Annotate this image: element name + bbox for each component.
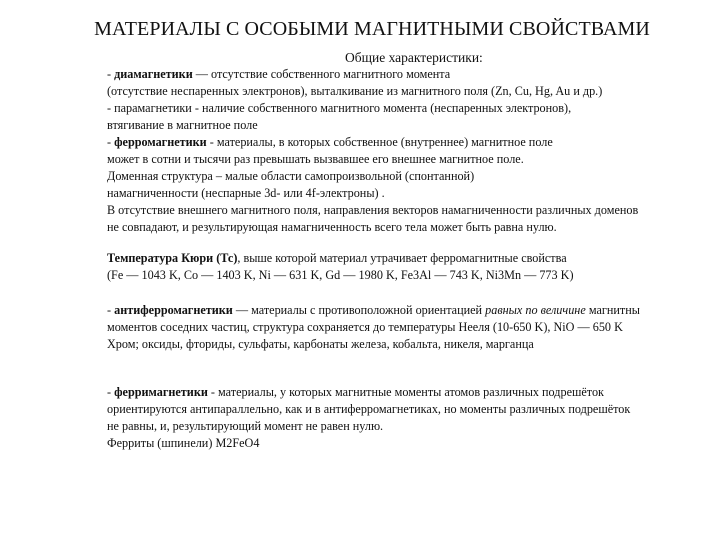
dia-line-1 xyxy=(107,66,450,83)
antiferro-line-1 xyxy=(107,302,640,319)
ferro-line-2: может в сотни и тысячи раз превышать вызвавшее его внешнее магнитное поле. xyxy=(107,152,524,166)
antiferro-line-2: моментов соседних частиц, структура сохраняется до температуры Нееля (10-650 K), NiO — 650 K xyxy=(107,320,623,334)
antiferro-prefix: - xyxy=(107,303,115,317)
slide-title: МАТЕРИАЛЫ С ОСОБЫМИ МАГНИТНЫМИ СВОЙСТВАМИ xyxy=(94,18,650,40)
ferri-line-2: ориентируются антипараллельно, как и в антиферромагнетиках, но моменты различных подрешёток xyxy=(107,402,631,416)
ferro-line-6: не совпадают, и результирующая намагниченность всего тела может быть равна нулю. xyxy=(107,220,557,234)
ferri-line-1-rest: - материалы, у которых магнитные моменты атомов различных подрешёток xyxy=(207,385,604,399)
antiferro-line-1-mid: — материалы с противоположной ориентацией xyxy=(232,303,486,317)
curie-line-2: (Fe — 1043 K, Co — 1403 K, Ni — 631 K, Gd — 1980 K, Fe3Al — 743 K, Ni3Mn — 773 K) xyxy=(107,268,574,282)
antiferro-line-3: Хром; оксиды, фториды, сульфаты, карбонаты железа, кобальта, никеля, марганца xyxy=(107,337,534,351)
dia-line-1-rest: — отсутствие собственного магнитного момента xyxy=(192,67,451,81)
ferro-line-5: В отсутствие внешнего магнитного поля, направления векторов намагниченности различных доменов xyxy=(107,203,639,217)
para-line-2: втягивание в магнитное поле xyxy=(107,118,258,132)
ferro-term: ферромагнетики xyxy=(114,135,207,149)
dia-prefix: - xyxy=(107,67,115,81)
ferri-line-3: не равны, и, результирующий момент не равен нулю. xyxy=(107,419,384,433)
slide-subtitle: Общие характеристики: xyxy=(345,50,483,65)
antiferro-term: антиферромагнетики xyxy=(114,303,233,317)
ferri-line-1 xyxy=(107,384,604,401)
para-line-1: - парамагнетики - наличие собственного магнитного момента (неспаренных электронов), xyxy=(107,101,572,115)
ferri-line-4: Ферриты (шпинели) M2FeO4 xyxy=(107,436,260,450)
ferro-line-4: намагниченности (неспарные 3d- или 4f-электроны) . xyxy=(107,186,385,200)
antiferro-italic-phrase: равных по величине xyxy=(485,303,586,317)
ferro-line-1 xyxy=(107,134,553,151)
antiferro-line-1-end: магнитны xyxy=(585,303,640,317)
curie-line-1-rest: , выше которой материал утрачивает ферромагнитные свойства xyxy=(237,251,567,265)
ferro-line-1-rest: - материалы, в которых собственное (внутреннее) магнитное поле xyxy=(206,135,553,149)
ferro-prefix: - xyxy=(107,135,115,149)
ferro-line-3: Доменная структура – малые области самопроизвольной (спонтанной) xyxy=(107,169,475,183)
curie-line-1 xyxy=(107,250,567,267)
ferri-term: ферримагнетики xyxy=(114,385,208,399)
dia-term: диамагнетики xyxy=(114,67,193,81)
ferri-prefix: - xyxy=(107,385,115,399)
curie-term: Температура Кюри (Тс) xyxy=(107,251,238,265)
dia-line-2: (отсутствие неспаренных электронов), выталкивание из магнитного поля (Zn, Cu, Hg, Au и др.) xyxy=(107,84,603,98)
